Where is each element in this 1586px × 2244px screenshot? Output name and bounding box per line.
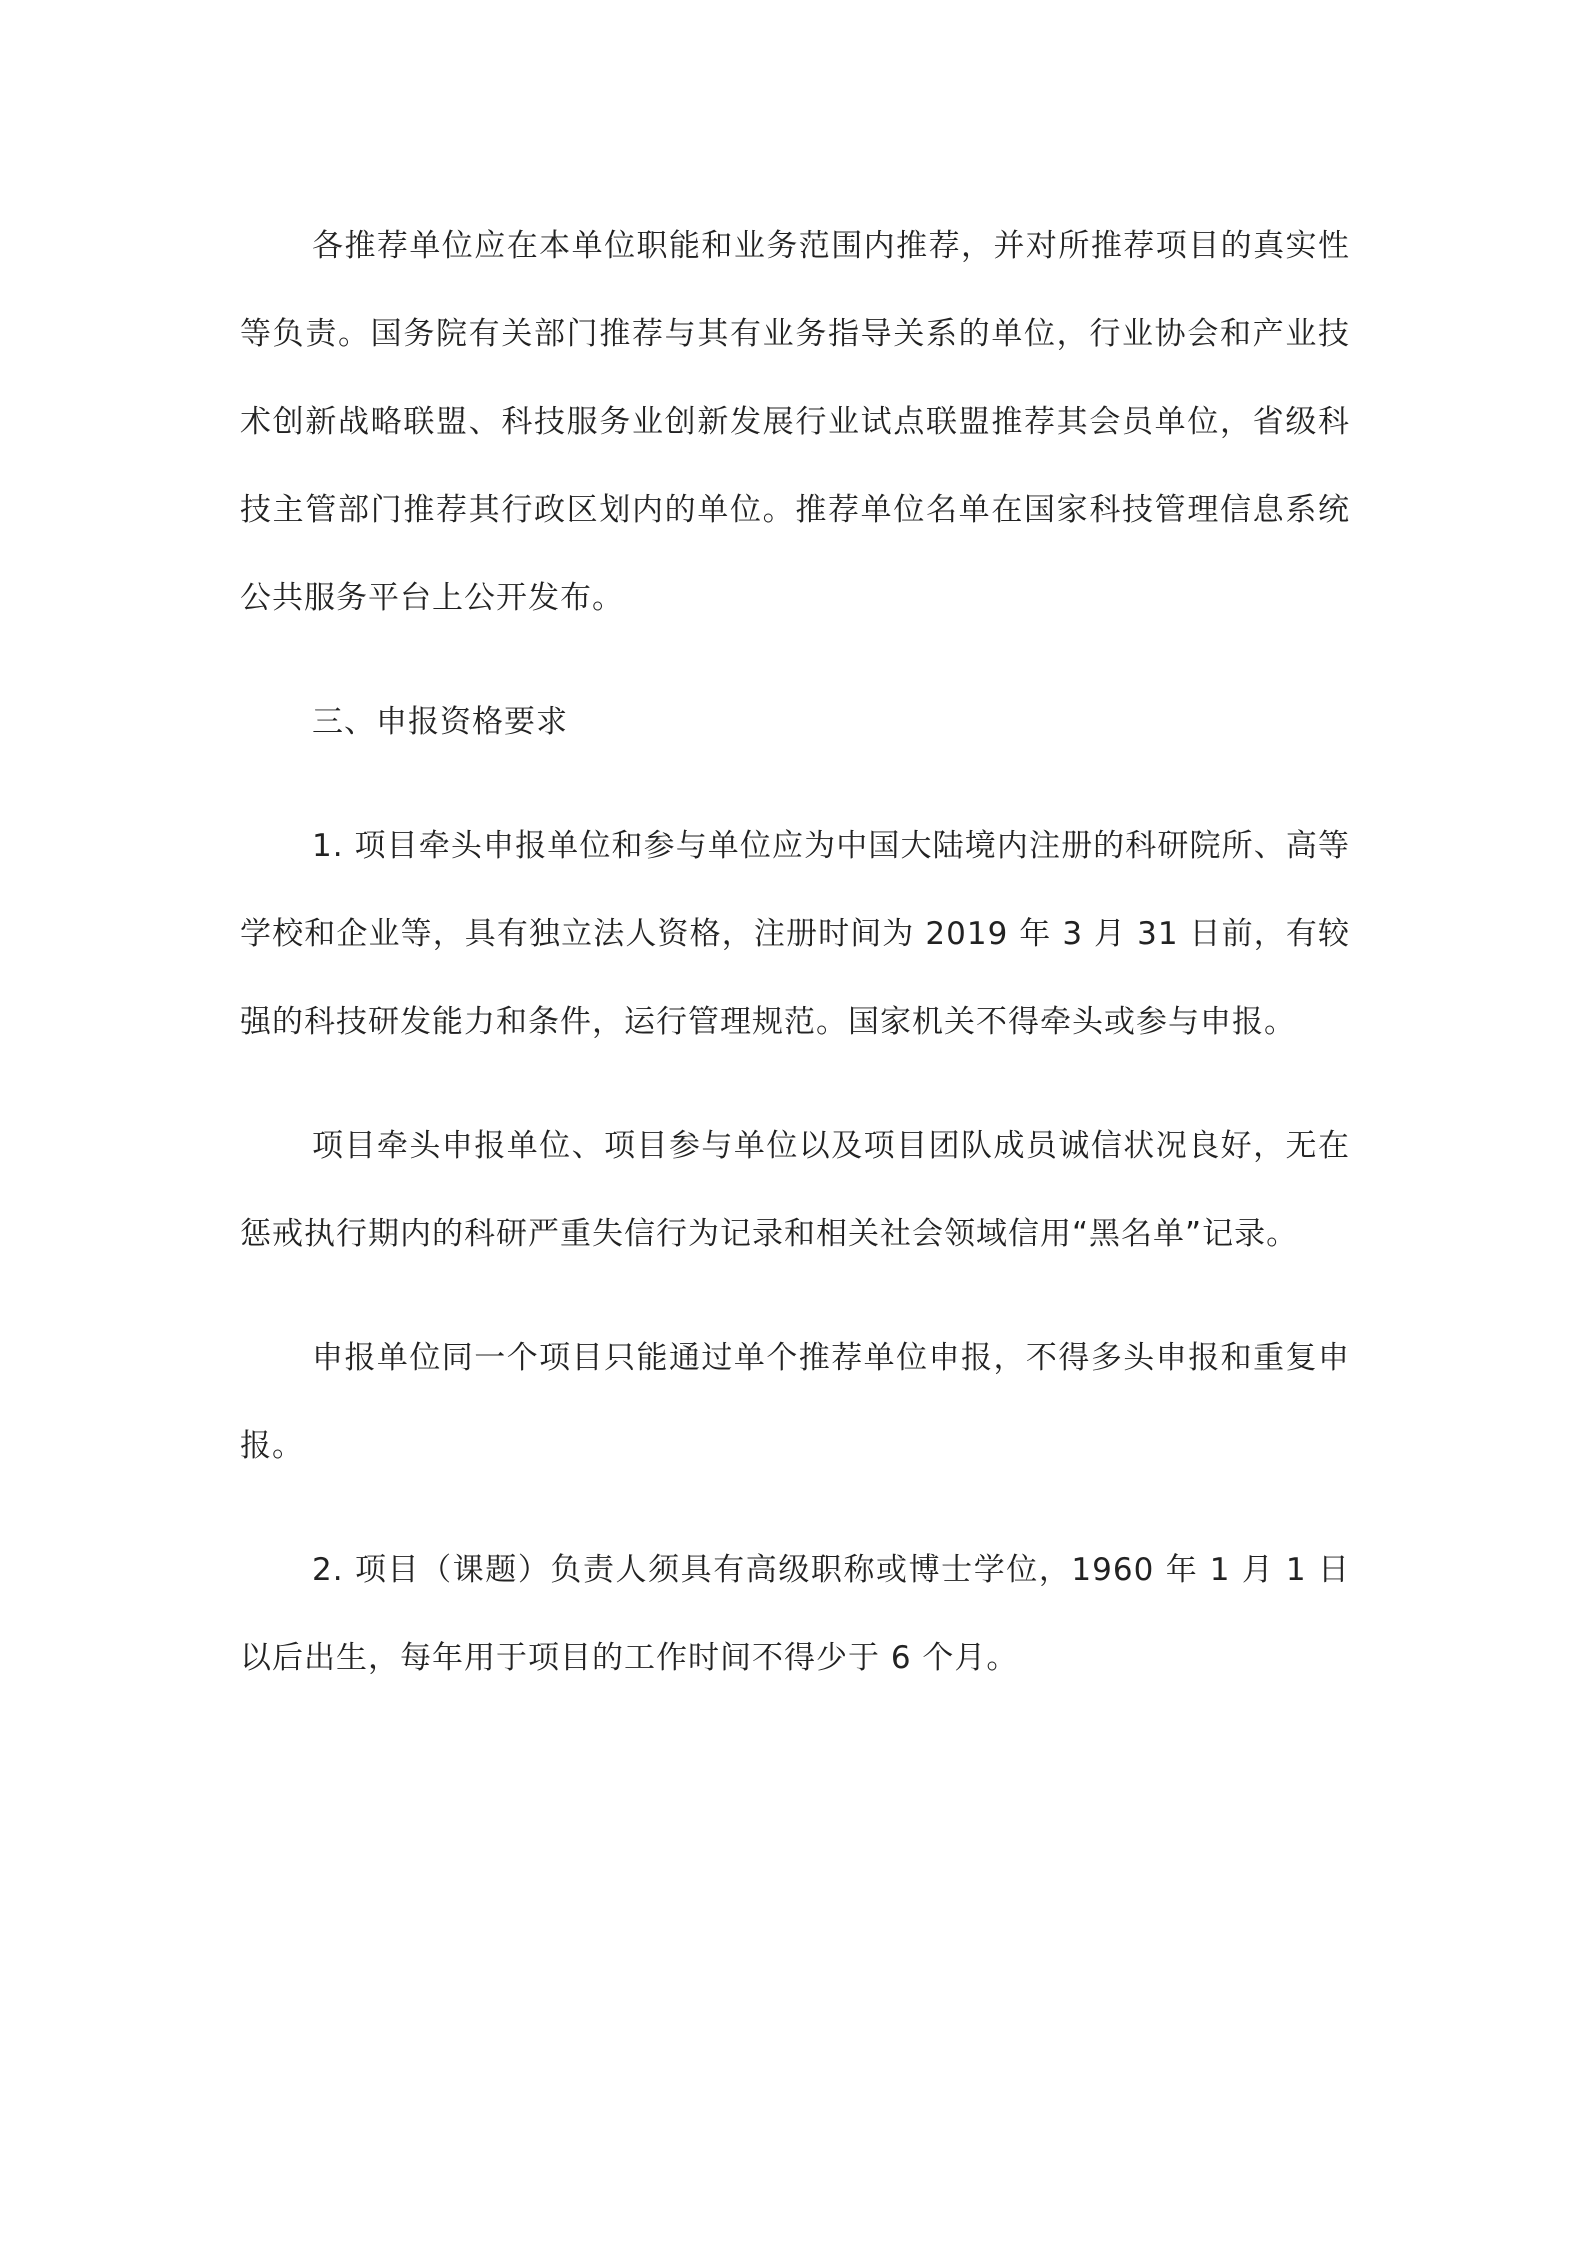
document-body: [240, 202, 1350, 1702]
paragraph-requirement-1: 1. 项目牵头申报单位和参与单位应为中国大陆境内注册的科研院所、高等学校和企业等，具有独立法人资格，注册时间为 2019 年 3 月 31 日前，有较强的科技研发能力和条件，运行管理规范。国家机关不得牵头或参与申报。: [240, 828, 1350, 1040]
paragraph-integrity-requirement: 项目牵头申报单位、项目参与单位以及项目团队成员诚信状况良好，无在惩戒执行期内的科研严重失信行为记录和相关社会领域信用“黑名单”记录。: [240, 1128, 1350, 1252]
section-heading-qualification-requirements: 三、申报资格要求: [312, 704, 568, 740]
paragraph-requirement-2: 2. 项目（课题）负责人须具有高级职称或博士学位，1960 年 1 月 1 日以后出生，每年用于项目的工作时间不得少于 6 个月。: [240, 1552, 1350, 1676]
paragraph-recommending-units: 各推荐单位应在本单位职能和业务范围内推荐，并对所推荐项目的真实性等负责。国务院有关部门推荐与其有业务指导关系的单位，行业协会和产业技术创新战略联盟、科技服务业创新发展行业试点联盟推荐其会员单位，省级科技主管部门推荐其行政区划内的单位。推荐单位名单在国家科技管理信息系统公共服务平台上公开发布。: [240, 228, 1350, 616]
paragraph-single-recommendation: 申报单位同一个项目只能通过单个推荐单位申报，不得多头申报和重复申报。: [240, 1340, 1350, 1464]
